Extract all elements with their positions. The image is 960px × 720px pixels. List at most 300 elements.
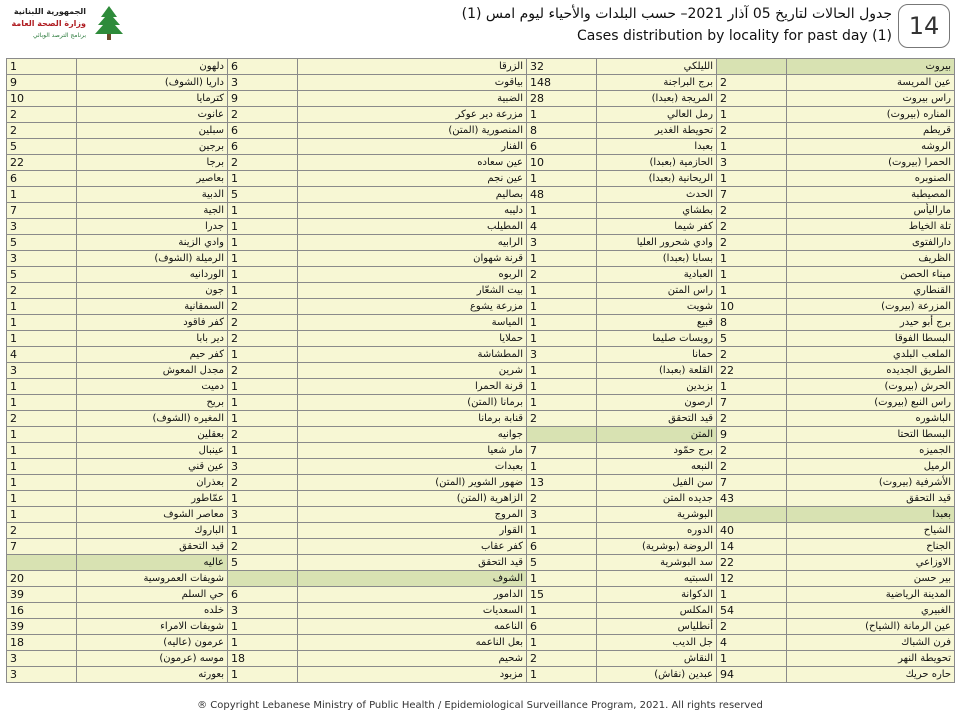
locality-name-cell: برج أبو حيدر <box>787 315 955 331</box>
locality-name-cell: المريجة (بعبدا) <box>597 91 717 107</box>
locality-name-cell: الدامور <box>298 587 527 603</box>
table-row <box>7 347 955 363</box>
case-count-cell: 5 <box>228 187 298 203</box>
case-count-cell: 6 <box>228 139 298 155</box>
case-count-cell: 16 <box>7 603 77 619</box>
case-count-cell: 1 <box>228 219 298 235</box>
case-count-cell: 1 <box>527 395 597 411</box>
case-count-cell: 1 <box>527 251 597 267</box>
locality-name-cell: المروج <box>298 507 527 523</box>
case-count-cell: 2 <box>228 299 298 315</box>
table-row <box>7 75 955 91</box>
locality-name-cell: بعورته <box>77 667 228 683</box>
locality-name-cell: الدبية <box>77 187 228 203</box>
locality-name-cell: الوردانيه <box>77 267 228 283</box>
case-count-cell: 1 <box>527 635 597 651</box>
locality-name-cell: برج حمّود <box>597 443 717 459</box>
page-number-badge: 14 <box>898 4 950 48</box>
case-count-cell: 1 <box>527 203 597 219</box>
locality-name-cell: راس المتن <box>597 283 717 299</box>
case-count-cell: 9 <box>7 75 77 91</box>
case-count-cell: 2 <box>527 491 597 507</box>
locality-name-cell: دير بابا <box>77 331 228 347</box>
case-count-cell: 1 <box>717 171 787 187</box>
case-count-cell <box>527 427 597 443</box>
locality-name-cell: وادي الزينة <box>77 235 228 251</box>
locality-name-cell: كفر حيم <box>77 347 228 363</box>
case-count-cell: 1 <box>717 139 787 155</box>
locality-name-cell: المنصورية (المتن) <box>298 123 527 139</box>
locality-name-cell: كترمايا <box>77 91 228 107</box>
case-count-cell: 6 <box>228 123 298 139</box>
table-row <box>7 523 955 539</box>
table-row <box>7 395 955 411</box>
table-row <box>7 411 955 427</box>
locality-name-cell: القلعة (بعبدا) <box>597 363 717 379</box>
case-count-cell: 2 <box>228 107 298 123</box>
table-row <box>7 59 955 75</box>
locality-name-cell: سن الفيل <box>597 475 717 491</box>
case-count-cell: 2 <box>717 235 787 251</box>
case-count-cell: 6 <box>527 619 597 635</box>
locality-name-cell: عرمون (عاليه) <box>77 635 228 651</box>
case-count-cell: 1 <box>7 59 77 75</box>
locality-name-cell: بصاليم <box>298 187 527 203</box>
logo-program-text: برنامج الترصد الوبائي <box>32 32 86 39</box>
case-count-cell: 13 <box>527 475 597 491</box>
district-heading-cell: المتن <box>597 427 717 443</box>
case-count-cell: 32 <box>527 59 597 75</box>
locality-name-cell: قرنة شهوان <box>298 251 527 267</box>
locality-name-cell: قيد التحقق <box>787 491 955 507</box>
case-count-cell: 1 <box>527 571 597 587</box>
locality-name-cell: بياقوت <box>298 75 527 91</box>
case-count-cell: 15 <box>527 587 597 603</box>
locality-name-cell: شويت <box>597 299 717 315</box>
case-count-cell: 2 <box>7 123 77 139</box>
locality-name-cell: ضهور الشوير (المتن) <box>298 475 527 491</box>
case-count-cell: 2 <box>717 347 787 363</box>
locality-name-cell: قرنة الحمرا <box>298 379 527 395</box>
case-count-cell: 5 <box>717 331 787 347</box>
locality-name-cell: الجناح <box>787 539 955 555</box>
case-count-cell: 7 <box>7 203 77 219</box>
case-count-cell: 3 <box>7 651 77 667</box>
case-count-cell: 1 <box>228 235 298 251</box>
locality-name-cell: شويفات العمروسية <box>77 571 228 587</box>
case-count-cell: 1 <box>228 203 298 219</box>
case-count-cell: 5 <box>228 555 298 571</box>
case-count-cell: 2 <box>7 411 77 427</box>
locality-name-cell: جوانيه <box>298 427 527 443</box>
case-count-cell: 2 <box>228 427 298 443</box>
case-count-cell: 5 <box>7 235 77 251</box>
locality-name-cell: راس بيروت <box>787 91 955 107</box>
locality-name-cell: جديده المتن <box>597 491 717 507</box>
locality-name-cell: السبتيه <box>597 571 717 587</box>
case-count-cell: 3 <box>7 219 77 235</box>
locality-name-cell: الطريق الجديده <box>787 363 955 379</box>
locality-name-cell: حملايا <box>298 331 527 347</box>
case-count-cell: 1 <box>7 427 77 443</box>
table-row <box>7 91 955 107</box>
case-count-cell: 1 <box>717 107 787 123</box>
locality-name-cell: حمانا <box>597 347 717 363</box>
table-row <box>7 299 955 315</box>
locality-name-cell: الرابيه <box>298 235 527 251</box>
case-count-cell: 1 <box>717 587 787 603</box>
locality-name-cell: دليبه <box>298 203 527 219</box>
case-count-cell: 1 <box>527 331 597 347</box>
case-count-cell: 94 <box>717 667 787 683</box>
case-count-cell: 1 <box>527 523 597 539</box>
locality-name-cell: المناره (بيروت) <box>787 107 955 123</box>
case-count-cell <box>717 507 787 523</box>
locality-name-cell: السعديات <box>298 603 527 619</box>
locality-name-cell: عبدين (نقاش) <box>597 667 717 683</box>
locality-name-cell: جل الديب <box>597 635 717 651</box>
table-row <box>7 315 955 331</box>
table-row <box>7 123 955 139</box>
case-count-cell: 14 <box>717 539 787 555</box>
case-count-cell: 2 <box>228 315 298 331</box>
case-count-cell: 2 <box>717 203 787 219</box>
case-count-cell: 1 <box>7 491 77 507</box>
locality-name-cell: عانوت <box>77 107 228 123</box>
locality-name-cell: الدوره <box>597 523 717 539</box>
table-row <box>7 283 955 299</box>
case-count-cell: 1 <box>527 379 597 395</box>
table-row <box>7 539 955 555</box>
locality-name-cell: المصيطبة <box>787 187 955 203</box>
case-count-cell: 1 <box>717 379 787 395</box>
locality-name-cell: برجين <box>77 139 228 155</box>
locality-name-cell: بعبدات <box>298 459 527 475</box>
case-count-cell: 1 <box>7 299 77 315</box>
case-count-cell: 7 <box>717 395 787 411</box>
table-row <box>7 587 955 603</box>
cedar-tree-icon <box>90 4 128 42</box>
locality-name-cell: مجدل المعوش <box>77 363 228 379</box>
locality-name-cell: مزرعة يشوع <box>298 299 527 315</box>
case-count-cell: 7 <box>717 187 787 203</box>
locality-name-cell: كفر عقاب <box>298 539 527 555</box>
locality-name-cell: بعذران <box>77 475 228 491</box>
case-count-cell: 1 <box>228 491 298 507</box>
locality-name-cell: الحدث <box>597 187 717 203</box>
locality-name-cell: كفر شيما <box>597 219 717 235</box>
case-count-cell: 20 <box>7 571 77 587</box>
case-count-cell: 6 <box>527 539 597 555</box>
table-row <box>7 267 955 283</box>
case-count-cell: 2 <box>717 411 787 427</box>
case-count-cell: 2 <box>717 123 787 139</box>
locality-name-cell: الرميلة (الشوف) <box>77 251 228 267</box>
locality-name-cell: المغيره (الشوف) <box>77 411 228 427</box>
case-count-cell: 2 <box>7 107 77 123</box>
locality-name-cell: بعاصير <box>77 171 228 187</box>
locality-name-cell: موسه (عرمون) <box>77 651 228 667</box>
case-count-cell: 10 <box>7 91 77 107</box>
locality-name-cell: معاصر الشوف <box>77 507 228 523</box>
case-count-cell: 1 <box>7 443 77 459</box>
locality-name-cell: عمّاطور <box>77 491 228 507</box>
case-count-cell: 1 <box>228 347 298 363</box>
locality-name-cell: البسطا الفوقا <box>787 331 955 347</box>
locality-name-cell: الباشوره <box>787 411 955 427</box>
case-count-cell: 2 <box>527 651 597 667</box>
case-count-cell: 1 <box>527 299 597 315</box>
locality-name-cell: المدينة الرياضية <box>787 587 955 603</box>
case-count-cell: 1 <box>7 475 77 491</box>
case-count-cell: 10 <box>717 299 787 315</box>
locality-name-cell: بزبدين <box>597 379 717 395</box>
locality-name-cell: سد البوشرية <box>597 555 717 571</box>
case-count-cell: 1 <box>228 283 298 299</box>
case-count-cell: 18 <box>7 635 77 651</box>
case-count-cell: 6 <box>527 139 597 155</box>
case-count-cell: 40 <box>717 523 787 539</box>
case-count-cell: 1 <box>228 251 298 267</box>
locality-name-cell: قبيع <box>597 315 717 331</box>
locality-name-cell: بيت الشعّار <box>298 283 527 299</box>
case-count-cell: 3 <box>7 251 77 267</box>
table-row <box>7 427 955 443</box>
locality-name-cell: الجية <box>77 203 228 219</box>
district-heading-cell: بعبدا <box>787 507 955 523</box>
locality-name-cell: الاوزاعي <box>787 555 955 571</box>
locality-name-cell: النبعه <box>597 459 717 475</box>
case-count-cell: 7 <box>7 539 77 555</box>
locality-name-cell: سبلين <box>77 123 228 139</box>
locality-name-cell: شويفات الامراء <box>77 619 228 635</box>
locality-name-cell: الضبية <box>298 91 527 107</box>
district-heading-cell: عاليه <box>77 555 228 571</box>
table-row <box>7 555 955 571</box>
locality-name-cell: دميت <box>77 379 228 395</box>
locality-name-cell: حي السلم <box>77 587 228 603</box>
case-count-cell: 28 <box>527 91 597 107</box>
case-count-cell: 1 <box>7 187 77 203</box>
case-count-cell: 2 <box>717 75 787 91</box>
locality-name-cell: الزاهرية (المتن) <box>298 491 527 507</box>
table-row <box>7 443 955 459</box>
locality-name-cell: ماراليأس <box>787 203 955 219</box>
case-count-cell: 3 <box>527 347 597 363</box>
locality-name-cell: برجا <box>77 155 228 171</box>
table-row <box>7 203 955 219</box>
locality-name-cell: تلة الخياط <box>787 219 955 235</box>
case-count-cell: 22 <box>717 363 787 379</box>
table-row <box>7 603 955 619</box>
case-count-cell: 3 <box>228 459 298 475</box>
locality-name-cell: الباروك <box>77 523 228 539</box>
case-count-cell: 48 <box>527 187 597 203</box>
locality-name-cell: المياسة <box>298 315 527 331</box>
logo-republic-text: الجمهورية اللبنانية <box>13 7 86 16</box>
case-count-cell: 8 <box>717 315 787 331</box>
page-header <box>0 0 960 54</box>
locality-name-cell: المطشاشة <box>298 347 527 363</box>
locality-name-cell: رويسات صليما <box>597 331 717 347</box>
locality-name-cell: قيد التحقق <box>298 555 527 571</box>
table-row <box>7 187 955 203</box>
table-row <box>7 475 955 491</box>
case-count-cell: 1 <box>527 363 597 379</box>
locality-name-cell: الروشه <box>787 139 955 155</box>
locality-name-cell: بسابا (بعبدا) <box>597 251 717 267</box>
table-row <box>7 331 955 347</box>
case-count-cell: 1 <box>527 603 597 619</box>
table-row <box>7 171 955 187</box>
locality-name-cell: الدكوانة <box>597 587 717 603</box>
case-count-cell: 39 <box>7 587 77 603</box>
locality-name-cell: جون <box>77 283 228 299</box>
table-row <box>7 459 955 475</box>
locality-name-cell: الزرقا <box>298 59 527 75</box>
locality-name-cell: رمل العالي <box>597 107 717 123</box>
locality-name-cell: خلده <box>77 603 228 619</box>
copyright-footer: ® Copyright Lebanese Ministry of Public Health / Epidemiological Surveillance Program, 2021. All rights reserved <box>197 700 763 711</box>
locality-name-cell: عين نجم <box>298 171 527 187</box>
case-count-cell: 7 <box>717 475 787 491</box>
case-count-cell: 1 <box>527 171 597 187</box>
locality-name-cell: الروضة (بوشرية) <box>597 539 717 555</box>
district-heading-cell: الشوف <box>298 571 527 587</box>
case-count-cell: 1 <box>228 443 298 459</box>
locality-name-cell: داريا (الشوف) <box>77 75 228 91</box>
case-count-cell: 1 <box>527 315 597 331</box>
table-row <box>7 491 955 507</box>
case-count-cell: 1 <box>717 267 787 283</box>
case-count-cell: 2 <box>7 523 77 539</box>
locality-name-cell: الفنار <box>298 139 527 155</box>
locality-name-cell: المزرعة (بيروت) <box>787 299 955 315</box>
case-count-cell: 5 <box>527 555 597 571</box>
table-row <box>7 363 955 379</box>
locality-name-cell: قيد التحقق <box>77 539 228 555</box>
locality-name-cell: الريحانية (بعبدا) <box>597 171 717 187</box>
case-count-cell <box>7 555 77 571</box>
case-count-cell: 7 <box>527 443 597 459</box>
case-count-cell: 39 <box>7 619 77 635</box>
locality-name-cell: جدرا <box>77 219 228 235</box>
locality-name-cell: تحويطة النهر <box>787 651 955 667</box>
case-count-cell: 2 <box>228 155 298 171</box>
table-row <box>7 651 955 667</box>
locality-name-cell: الظريف <box>787 251 955 267</box>
case-count-cell: 2 <box>228 331 298 347</box>
case-count-cell: 1 <box>527 459 597 475</box>
locality-name-cell: عين الرمانة (الشياح) <box>787 619 955 635</box>
case-count-cell: 12 <box>717 571 787 587</box>
cases-by-locality-table <box>6 58 955 683</box>
locality-name-cell: الحرش (بيروت) <box>787 379 955 395</box>
case-count-cell: 54 <box>717 603 787 619</box>
case-count-cell: 4 <box>717 635 787 651</box>
case-count-cell: 3 <box>7 667 77 683</box>
locality-name-cell: القوار <box>298 523 527 539</box>
case-count-cell: 2 <box>717 443 787 459</box>
case-count-cell: 2 <box>717 459 787 475</box>
locality-name-cell: القنطاري <box>787 283 955 299</box>
case-count-cell: 3 <box>717 155 787 171</box>
case-count-cell <box>717 59 787 75</box>
case-count-cell: 1 <box>527 107 597 123</box>
locality-name-cell: العبادية <box>597 267 717 283</box>
locality-name-cell: ميناء الحصن <box>787 267 955 283</box>
case-count-cell: 1 <box>527 283 597 299</box>
locality-name-cell: الربوه <box>298 267 527 283</box>
case-count-cell: 2 <box>527 267 597 283</box>
locality-name-cell: الحازمية (بعبدا) <box>597 155 717 171</box>
locality-name-cell: شحيم <box>298 651 527 667</box>
table-row <box>7 571 955 587</box>
locality-name-cell: الشياح <box>787 523 955 539</box>
locality-name-cell: شرين <box>298 363 527 379</box>
case-count-cell: 6 <box>7 171 77 187</box>
case-count-cell: 4 <box>527 219 597 235</box>
table-row <box>7 235 955 251</box>
case-count-cell: 3 <box>7 363 77 379</box>
case-count-cell: 1 <box>228 411 298 427</box>
case-count-cell: 10 <box>527 155 597 171</box>
case-count-cell: 2 <box>717 619 787 635</box>
case-count-cell: 1 <box>7 459 77 475</box>
locality-name-cell: المطيلب <box>298 219 527 235</box>
locality-name-cell: ارصون <box>597 395 717 411</box>
locality-name-cell: البوشرية <box>597 507 717 523</box>
case-count-cell: 6 <box>228 59 298 75</box>
locality-name-cell: السمقانية <box>77 299 228 315</box>
page-title-english: Cases distribution by locality for past day (1) <box>576 28 892 44</box>
table-row <box>7 251 955 267</box>
case-count-cell: 1 <box>7 507 77 523</box>
table-row <box>7 667 955 683</box>
case-count-cell: 1 <box>717 251 787 267</box>
case-count-cell: 1 <box>7 379 77 395</box>
case-count-cell: 18 <box>228 651 298 667</box>
locality-name-cell: وادي شحرور العليا <box>597 235 717 251</box>
locality-name-cell: راس النبع (بيروت) <box>787 395 955 411</box>
table-row <box>7 635 955 651</box>
locality-name-cell: بير حسن <box>787 571 955 587</box>
case-count-cell: 3 <box>228 603 298 619</box>
table-row <box>7 219 955 235</box>
case-count-cell: 3 <box>527 235 597 251</box>
locality-name-cell: الحمرا (بيروت) <box>787 155 955 171</box>
locality-name-cell: دارالفتوى <box>787 235 955 251</box>
case-count-cell: 1 <box>7 315 77 331</box>
case-count-cell: 1 <box>717 651 787 667</box>
case-count-cell: 1 <box>717 283 787 299</box>
locality-name-cell: النقاش <box>597 651 717 667</box>
case-count-cell: 1 <box>228 379 298 395</box>
case-count-cell: 8 <box>527 123 597 139</box>
case-count-cell: 1 <box>228 267 298 283</box>
case-count-cell: 2 <box>527 411 597 427</box>
case-count-cell: 1 <box>228 635 298 651</box>
case-count-cell: 2 <box>228 475 298 491</box>
locality-name-cell: الغبيري <box>787 603 955 619</box>
case-count-cell <box>228 571 298 587</box>
case-count-cell: 5 <box>7 139 77 155</box>
case-count-cell: 1 <box>7 395 77 411</box>
case-count-cell: 2 <box>228 539 298 555</box>
locality-name-cell: الليلكي <box>597 59 717 75</box>
locality-name-cell: أنطلياس <box>597 619 717 635</box>
locality-name-cell: قنابة برمانا <box>298 411 527 427</box>
